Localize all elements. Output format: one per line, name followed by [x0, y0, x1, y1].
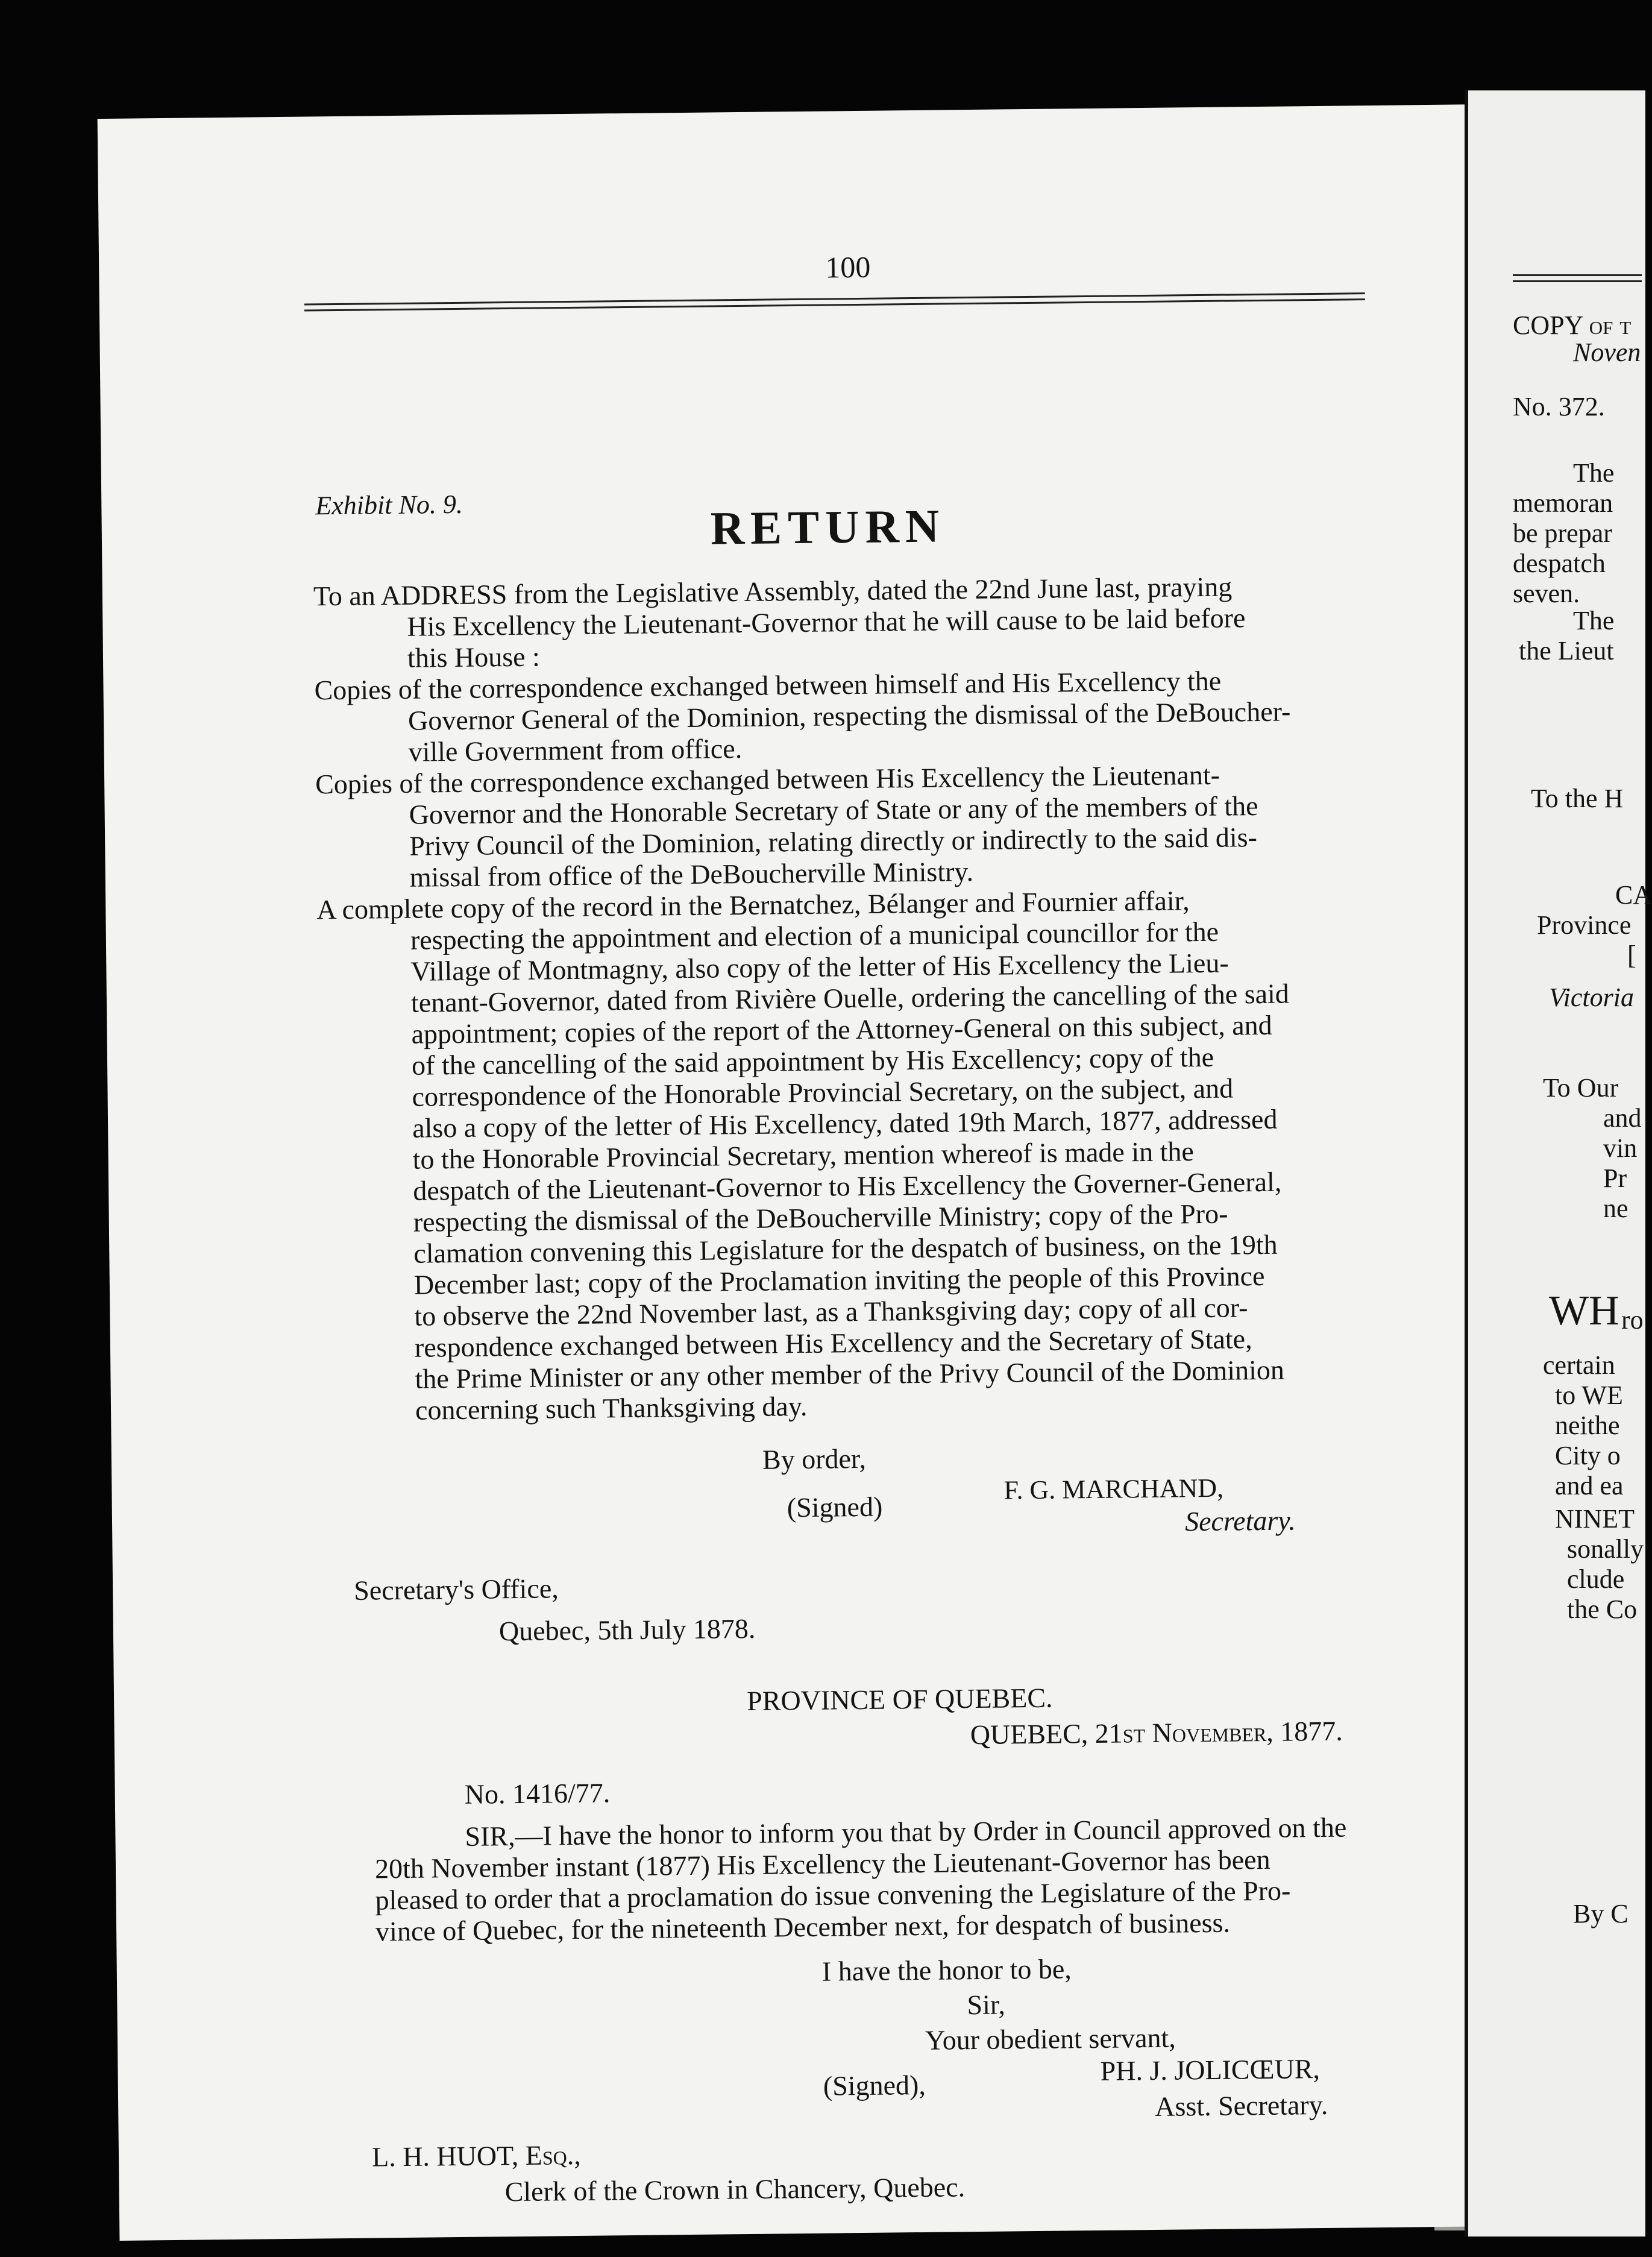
item3-line: correspondence of the Honorable Provincial Secretary, on the subject, and: [412, 1072, 1234, 1112]
facing-fragment: sonally: [1567, 1534, 1644, 1564]
item2-line: missal from office of the DeBoucherville Ministry.: [409, 855, 974, 893]
facing-fragment: The: [1573, 458, 1615, 488]
item3-line: despatch of the Lieutenant-Governor to His Excellency the Governer-General,: [413, 1166, 1282, 1206]
facing-fragment: and ea: [1555, 1471, 1624, 1500]
province-heading: PROVINCE OF QUEBEC.: [746, 1682, 1053, 1716]
item3-line: tenant-Governor, dated from Rivière Ouelle, ordering the cancelling of the said: [410, 978, 1290, 1018]
facing-fragment: ro: [1621, 1305, 1644, 1335]
facing-fragment: memoran: [1513, 488, 1613, 518]
facing-fragment: to WE: [1555, 1380, 1623, 1410]
item1-line: Governor General of the Dominion, respecting the dismissal of the DeBoucher-: [407, 696, 1291, 736]
office-line: Secretary's Office,: [353, 1573, 559, 1606]
item3-line: respecting the appointment and election of a municipal councillor for the: [410, 916, 1219, 955]
facing-fragment: WH: [1549, 1288, 1619, 1334]
closing-servant: Your obedient servant,: [925, 2022, 1176, 2056]
item3-line: to observe the 22nd November last, as a Thanksgiving day; copy of all cor-: [414, 1292, 1248, 1332]
document-page: [98, 104, 1506, 2241]
signer-name: F. G. MARCHAND,: [1003, 1473, 1224, 1505]
facing-fragment: CA: [1615, 880, 1652, 910]
signer-title: Secretary.: [1184, 1505, 1296, 1537]
facing-fragment: vin: [1603, 1133, 1638, 1163]
facing-fragment: and: [1603, 1103, 1642, 1133]
exhibit-label: Exhibit No. 9.: [315, 489, 463, 521]
item3-line: the Prime Minister or any other member of the Privy Council of the Dominion: [415, 1354, 1285, 1394]
address-line: His Excellency the Lieutenant-Governor that he will cause to be laid before: [407, 602, 1246, 642]
facing-fragment: NINET: [1555, 1504, 1635, 1534]
address-line: this House :: [407, 641, 541, 673]
page-number: 100: [824, 250, 871, 285]
closing-salutation: Sir,: [967, 1989, 1006, 2021]
facing-fragment: COPY of t: [1513, 310, 1632, 340]
item2-line: Privy Council of the Dominion, relating directly or indirectly to the said dis-: [409, 822, 1258, 861]
signer-name: PH. J. JOLICŒUR,: [1100, 2053, 1321, 2086]
facing-fragment: To Our: [1543, 1073, 1619, 1103]
item3-line: also a copy of the letter of His Excellency, dated 19th March, 1877, addressed: [412, 1103, 1278, 1144]
signed-label: (Signed),: [823, 2069, 926, 2101]
facing-fragment: [: [1627, 940, 1636, 970]
facing-fragment: No. 372.: [1513, 392, 1605, 421]
facing-fragment: Noven: [1573, 338, 1641, 367]
signer-title: Asst. Secretary.: [1154, 2089, 1328, 2122]
facing-fragment: certain: [1543, 1350, 1615, 1380]
item3-line: of the cancelling of the said appointment by His Excellency; copy of the: [411, 1041, 1214, 1081]
item3-line: A complete copy of the record in the Bernatchez, Bélanger and Fournier affair,: [316, 885, 1190, 925]
facing-fragment: seven.: [1513, 579, 1580, 608]
letter-line: SIR,—I have the honor to inform you that by Order in Council approved on the: [465, 1812, 1347, 1852]
facing-fragment: ne: [1603, 1194, 1628, 1223]
facing-fragment: despatch: [1513, 549, 1606, 578]
addressee-name: L. H. HUOT, Esq.,: [371, 2139, 581, 2173]
facing-fragment: Pr: [1603, 1163, 1627, 1193]
letter-line: vince of Quebec, for the nineteenth December next, for despatch of business.: [375, 1907, 1231, 1947]
facing-fragment: To the H: [1531, 784, 1624, 813]
facing-fragment: neithe: [1555, 1411, 1620, 1440]
facing-header-rule-second: [1513, 280, 1642, 282]
facing-fragment: By C: [1573, 1899, 1628, 1928]
letter-line: 20th November instant (1877) His Excellency the Lieutenant-Governor has been: [374, 1843, 1270, 1884]
item2-line: Copies of the correspondence exchanged between His Excellency the Lieutenant-: [315, 759, 1220, 800]
item2-line: Governor and the Honorable Secretary of State or any of the members of the: [409, 790, 1258, 830]
item3-line: respecting the dismissal of the DeBoucherville Ministry; copy of the Pro-: [413, 1198, 1228, 1238]
facing-fragment: Province: [1537, 910, 1632, 940]
closing-line: I have the honor to be,: [821, 1953, 1072, 1987]
item3-line: Village of Montmagny, also copy of the letter of His Excellency the Lieu-: [410, 947, 1229, 987]
letter-dateline: QUEBEC, 21st November, 1877.: [970, 1715, 1343, 1751]
office-date: Quebec, 5th July 1878.: [498, 1613, 756, 1647]
item1-line: ville Government from office.: [408, 732, 743, 767]
letter-number: No. 1416/77.: [464, 1777, 611, 1810]
addressee-title: Clerk of the Crown in Chancery, Quebec.: [504, 2171, 966, 2208]
document-title: RETURN: [710, 499, 946, 555]
by-order: By order,: [762, 1443, 867, 1475]
facing-fragment: be prepar: [1513, 518, 1612, 548]
item1-line: Copies of the correspondence exchanged between himself and His Excellency the: [314, 665, 1222, 706]
facing-fragment: The: [1573, 606, 1615, 635]
header-rule-second: [304, 298, 1365, 311]
address-line: To an ADDRESS from the Legislative Assembly, dated the 22nd June last, praying: [313, 571, 1233, 612]
signed-label: (Signed): [787, 1491, 883, 1523]
facing-header-rule: [1513, 274, 1642, 276]
facing-fragment: the Lieut: [1519, 636, 1614, 666]
item3-line: December last; copy of the Proclamation inviting the people of this Province: [413, 1260, 1265, 1300]
facing-fragment: Victoria: [1549, 983, 1634, 1012]
facing-fragment: clude: [1567, 1564, 1625, 1594]
item3-line: to the Honorable Provincial Secretary, mention whereof is made in the: [412, 1136, 1195, 1175]
facing-fragment: City o: [1555, 1441, 1621, 1470]
item3-line: clamation convening this Legislature for the despatch of business, on the 19th: [413, 1229, 1278, 1269]
item3-line: appointment; copies of the report of the Attorney-General on this subject, and: [411, 1009, 1272, 1050]
item3-line: concerning such Thanksgiving day.: [415, 1390, 808, 1426]
facing-fragment: the Co: [1567, 1594, 1638, 1624]
item3-line: respondence exchanged between His Excellency and the Secretary of State,: [414, 1323, 1252, 1363]
letter-line: pleased to order that a proclamation do issue convening the Legislature of the Pro-: [375, 1875, 1291, 1916]
